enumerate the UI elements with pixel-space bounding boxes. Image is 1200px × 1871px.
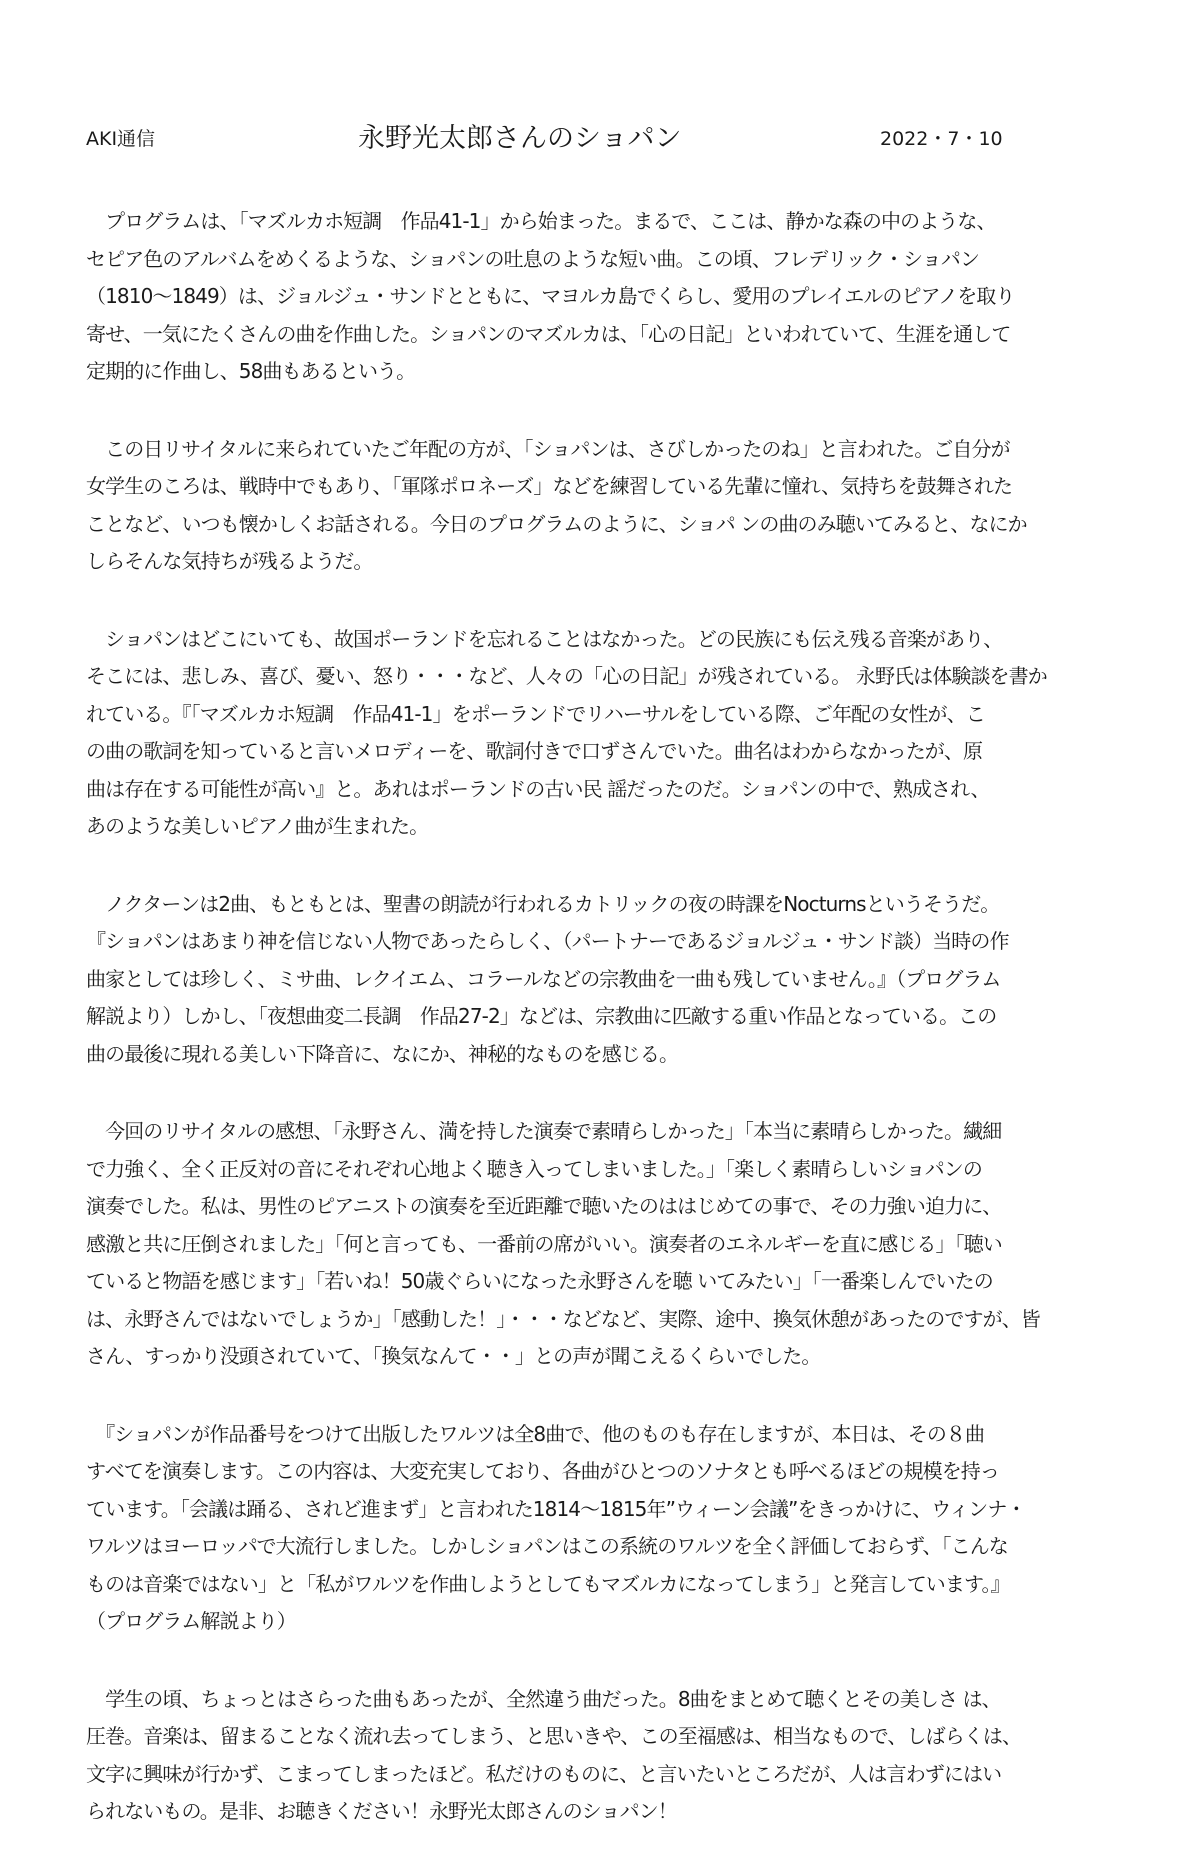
paragraph bbox=[86, 621, 1116, 846]
text-line: ノクターンは2曲、もともとは、聖書の朗読が行われるカトリックの夜の時課をNocturnsというそうだ。 bbox=[86, 891, 1000, 916]
text-line: この日リサイタルに来られていたご年配の方が、「ショパンは、さびしかったのね」と言われた。ご自分が bbox=[86, 436, 1010, 461]
document-date: 2022・7・10 bbox=[880, 128, 1003, 150]
text-line: ていると物語を感じます」「若いね！50歳ぐらいになった永野さんを聴 いてみたい」「一番楽しんでいたの bbox=[86, 1269, 993, 1293]
paragraph bbox=[86, 1681, 1116, 1831]
text-line: 学生の頃、ちょっとはさらった曲もあったが、全然違う曲だった。8曲をまとめて聴くとその美しさ は、 bbox=[86, 1686, 1001, 1711]
paragraph bbox=[86, 431, 1116, 581]
text-line: 文字に興味が行かず、こまってしまったほど。私だけのものに、と言いたいところだが、人は言わずにはい bbox=[86, 1761, 1002, 1786]
text-line: 定期的に作曲し、58曲もあるという。 bbox=[86, 359, 416, 383]
text-line: 寄せ、一気にたくさんの曲を作曲した。ショパンのマズルカは、「心の日記」といわれていて、生涯を通して bbox=[86, 321, 1011, 346]
text-line: ています。「会議は踊る、されど進まず」と言われた1814～1815年”ウィーン会議”をきっかけに、ウィンナ・ bbox=[86, 1496, 1026, 1521]
paragraph bbox=[86, 1113, 1116, 1376]
paragraph bbox=[86, 1416, 1116, 1641]
text-line: で力強く、全く正反対の音にそれぞれ心地よく聴き入ってしまいました。」「楽しく素晴らしいショパンの bbox=[86, 1156, 982, 1181]
text-line: ことなど、いつも懐かしくお話される。今日のプログラムのように、ショパ ンの曲のみ聴いてみると、なにか bbox=[86, 511, 1027, 536]
newsletter-name: AKI通信 bbox=[86, 128, 156, 150]
text-line: 今回のリサイタルの感想、「永野さん、満を持した演奏で素晴らしかった」「本当に素晴らしかった。繊細 bbox=[86, 1119, 1002, 1143]
text-line: られないもの。是非、お聴きください！永野光太郎さんのショパン！ bbox=[86, 1799, 677, 1823]
text-line: は、永野さんではないでしょうか」「感動した！」・・・などなど、実際、途中、換気休憩があったのですが、皆 bbox=[86, 1306, 1040, 1331]
text-line: そこには、悲しみ、喜び、憂い、怒り・・・など、人々の「心の日記」が残されている。 永野氏は体験談を書か bbox=[86, 664, 1047, 688]
text-line: プログラムは、「マズルカホ短調 作品41-1」から始まった。まるで、ここは、静かな森の中のような、 bbox=[86, 209, 996, 233]
text-line: ワルツはヨーロッパで大流行しました。しかしショパンはこの系統のワルツを全く評価しておらず、「こんな bbox=[86, 1534, 1008, 1558]
document-body bbox=[86, 203, 1116, 1871]
paragraph bbox=[86, 886, 1116, 1074]
text-line: 曲の最後に現れる美しい下降音に、なにか、神秘的なものを感じる。 bbox=[86, 1041, 679, 1066]
text-line: セピア色のアルバムをめくるような、ショパンの吐息のような短い曲。この頃、フレデリック・ショパン bbox=[86, 246, 980, 271]
text-line: 『ショパンはあまり神を信じない人物であったらしく、（パートナーであるジョルジュ・サンド談）当時の作 bbox=[86, 929, 1009, 953]
text-line: 『ショパンが作品番号をつけて出版したワルツは全8曲で、他のものも存在しますが、本日は、その８曲 bbox=[86, 1421, 985, 1446]
text-line: （1810～1849）は、ジョルジュ・サンドとともに、マヨルカ島でくらし、愛用のプレイエルのピアノを取り bbox=[86, 284, 1015, 308]
text-line: 演奏でした。私は、男性のピアニストの演奏を至近距離で聴いたのははじめての事で、その力強い迫力に、 bbox=[86, 1194, 1002, 1218]
text-line: しらそんな気持ちが残るようだ。 bbox=[86, 549, 373, 573]
text-line: 解説より）しかし、「夜想曲変二長調 作品27-2」などは、宗教曲に匹敵する重い作品となっている。この bbox=[86, 1004, 997, 1028]
text-line: 曲は存在する可能性が高い』と。あれはポーランドの古い民 謡だったのだ。ショパンの中で、熟成され、 bbox=[86, 776, 990, 801]
text-line: 女学生のころは、戦時中でもあり、「軍隊ポロネーズ」などを練習している先輩に憧れ、気持ちを鼓舞された bbox=[86, 474, 1013, 498]
text-line: 感激と共に圧倒されました」「何と言っても、一番前の席がいい。演奏者のエネルギーを直に感じる」「聴い bbox=[86, 1231, 1002, 1256]
text-line: （プログラム解説より） bbox=[86, 1609, 296, 1633]
text-line: 圧巻。音楽は、留まることなく流れ去ってしまう、と思いきや、この至福感は、相当なもので、しばらくは、 bbox=[86, 1724, 1022, 1748]
text-line: ものは音楽ではない」と「私がワルツを作曲しようとしてもマズルカになってしまう」と発言しています。』 bbox=[86, 1571, 1010, 1596]
text-line: あのような美しいピアノ曲が生まれた。 bbox=[86, 814, 429, 838]
document-header bbox=[86, 116, 1116, 156]
text-line: ショパンはどこにいても、故国ポーランドを忘れることはなかった。どの民族にも伝え残る音楽があり、 bbox=[86, 626, 1003, 651]
text-line: 曲家としては珍しく、ミサ曲、レクイエム、コラールなどの宗教曲を一曲も残していません。』（プログラム bbox=[86, 966, 1001, 991]
paragraph bbox=[86, 203, 1116, 391]
text-line: れている。『「マズルカホ短調 作品41-1」をポーランドでリハーサルをしている際、ご年配の女性が、こ bbox=[86, 701, 985, 726]
text-line: さん、すっかり没頭されていて、「換気なんて・・」との声が聞こえるくらいでした。 bbox=[86, 1344, 821, 1368]
text-line: の曲の歌詞を知っていると言いメロディーを、歌詞付きで口ずさんでいた。曲名はわからなかったが、原 bbox=[86, 739, 983, 763]
document-title: 永野光太郎さんのショパン bbox=[358, 123, 682, 154]
text-line: すべてを演奏します。この内容は、大変充実しており、各曲がひとつのソナタとも呼べるほどの規模を持っ bbox=[86, 1459, 999, 1483]
